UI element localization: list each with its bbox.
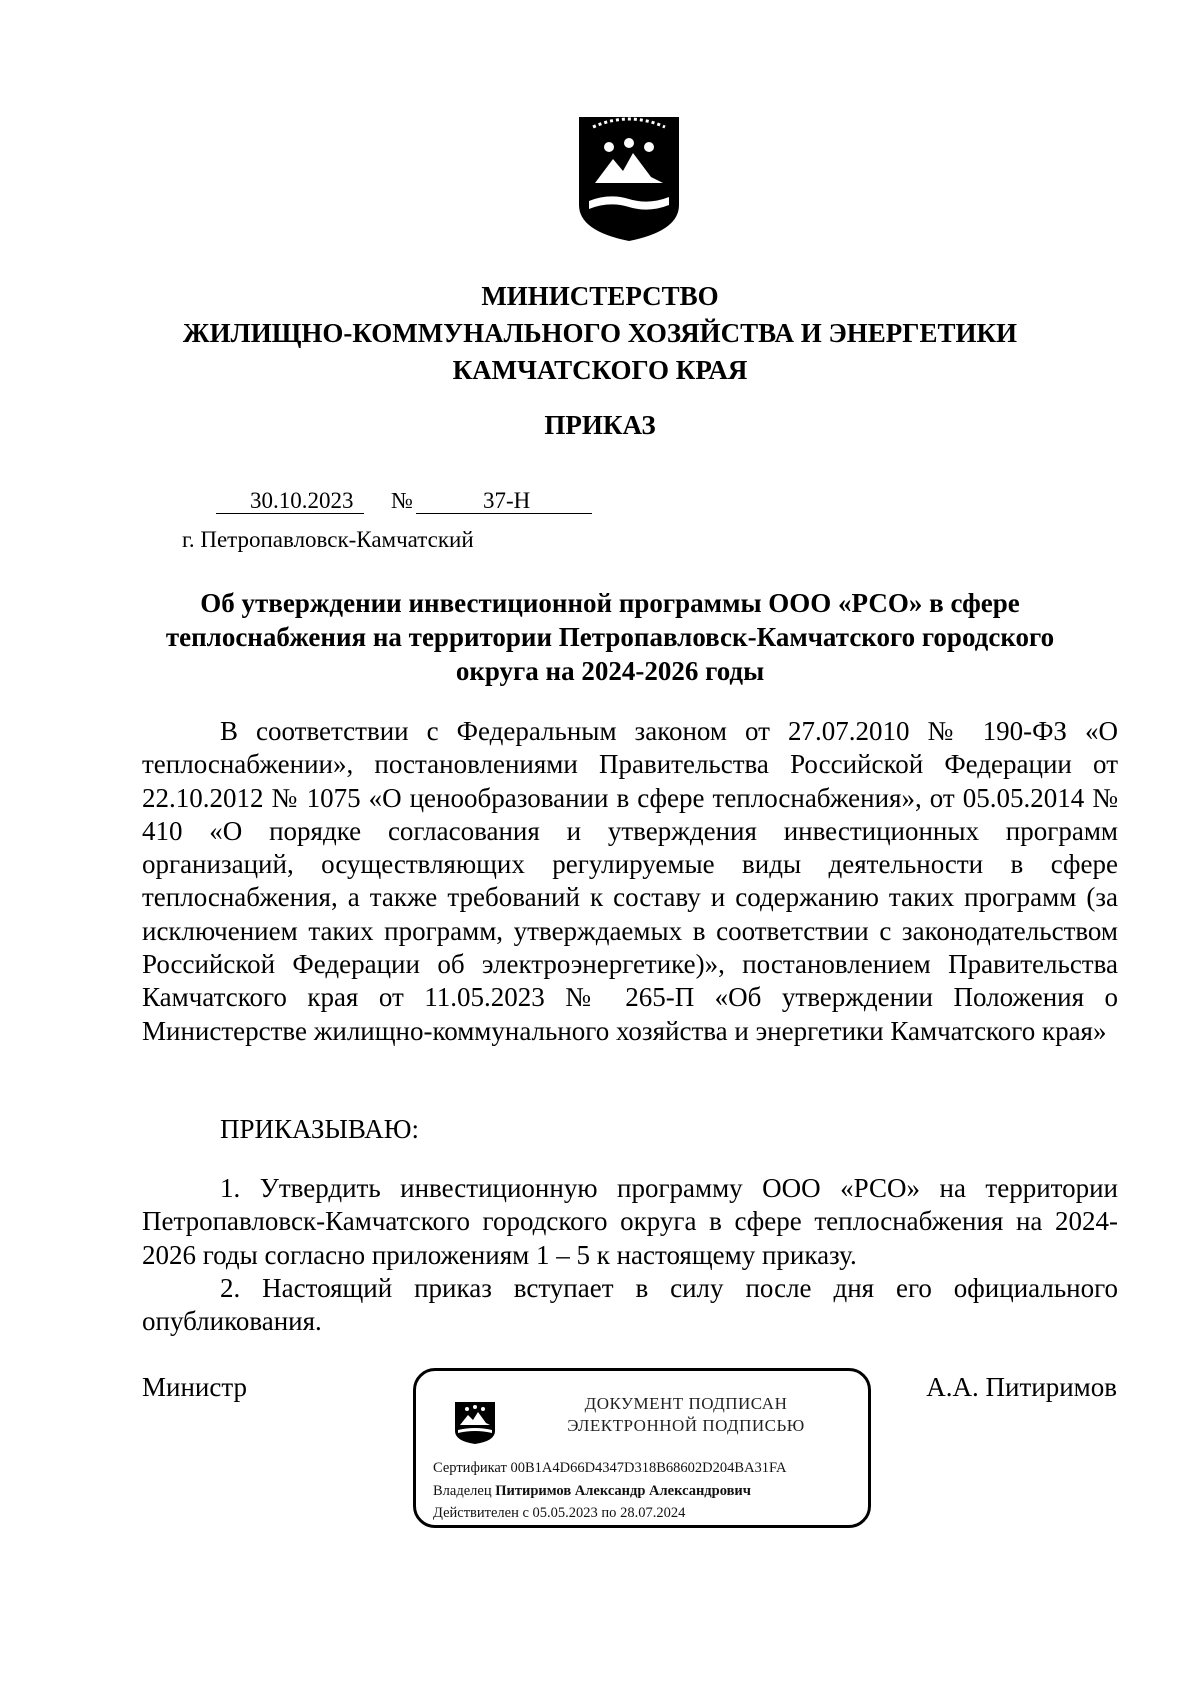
date-underline <box>216 513 364 514</box>
stamp-certificate <box>433 1459 787 1477</box>
order-word: ПРИКАЗЫВАЮ: <box>220 1114 419 1144</box>
preamble-paragraph: В соответствии с Федеральным законом от 27.07.2010 № 190-ФЗ «О теплоснабжении», постановлениями Правительства Российской Федерации от 22.10.2012 № 1075 «О ценообразовании в сфере теплоснабжения», от 05.05.2014 № 410 «О порядке согласования и утверждения инвестиционных программ организаций, осуществляющих регулируемые виды деятельности в сфере теплоснабжения, а также требований к составу и содержанию таких программ (за исключением таких программ, утверждаемых в соответствии с законодательством Российской Федерации об электроэнергетике)», постановлением Правительства Камчатского края от 11.05.2023 № 265-П «Об утверждении Положения о Министерстве жилищно-коммунального хозяйства и энергетики Камчатского края» <box>142 716 1118 1046</box>
stamp-coat-of-arms-icon <box>452 1399 498 1445</box>
kamchatka-coat-of-arms-icon <box>575 113 683 243</box>
owner-value: Питиримов Александр Александрович <box>495 1483 751 1499</box>
document-type: ПРИКАЗ <box>544 410 656 440</box>
ministry-name-line-2: ЖИЛИЩНО-КОММУНАЛЬНОГО ХОЗЯЙСТВА И ЭНЕРГЕТИКИ <box>182 318 1018 348</box>
ministry-name-line-3: КАМЧАТСКОГО КРАЯ <box>452 355 748 385</box>
certificate-label: Сертификат <box>433 1460 507 1476</box>
stamp-validity <box>433 1504 685 1522</box>
valid-from: 05.05.2023 <box>532 1505 598 1521</box>
subject-line-3: округа на 2024-2026 годы <box>455 656 765 686</box>
signatory-name: А.А. Питиримов <box>926 1372 1117 1402</box>
order-subject <box>145 586 1075 688</box>
order-item-2: 2. Настоящий приказ вступает в силу после дня его официального опубликования. <box>142 1273 1118 1337</box>
valid-to-label: по <box>601 1505 617 1521</box>
subject-line-1: Об утверждении инвестиционной программы ООО «РСО» в сфере <box>200 588 1020 618</box>
ministry-name <box>100 278 1100 389</box>
stamp-owner <box>433 1482 751 1500</box>
stamp-title-line-1: ДОКУМЕНТ ПОДПИСАН <box>584 1394 788 1413</box>
electronic-signature-stamp <box>413 1368 871 1528</box>
order-item-1: 1. Утвердить инвестиционную программу ООО «РСО» на территории Петропавловск-Камчатского городского округа в сфере теплоснабжения на 2024-2026 годы согласно приложениям 1 – 5 к настоящему приказу. <box>142 1173 1118 1270</box>
owner-label: Владелец <box>433 1483 492 1499</box>
ministry-name-line-1: МИНИСТЕРСТВО <box>481 281 719 311</box>
order-date: 30.10.2023 <box>250 488 354 513</box>
certificate-value: 00B1A4D66D4347D318B68602D204BA31FA <box>510 1460 787 1476</box>
number-underline <box>416 513 592 514</box>
valid-label: Действителен с <box>433 1505 529 1521</box>
city-line: г. Петропавловск-Камчатский <box>182 527 474 552</box>
stamp-title-line-2: ЭЛЕКТРОННОЙ ПОДПИСЬЮ <box>567 1416 805 1435</box>
number-label: № <box>391 488 413 513</box>
subject-line-2: теплоснабжения на территории Петропавловск-Камчатского городского <box>165 622 1055 652</box>
stamp-title <box>516 1393 856 1437</box>
valid-to: 28.07.2024 <box>620 1505 686 1521</box>
order-number: 37-Н <box>483 488 531 513</box>
signatory-position: Министр <box>142 1372 247 1402</box>
